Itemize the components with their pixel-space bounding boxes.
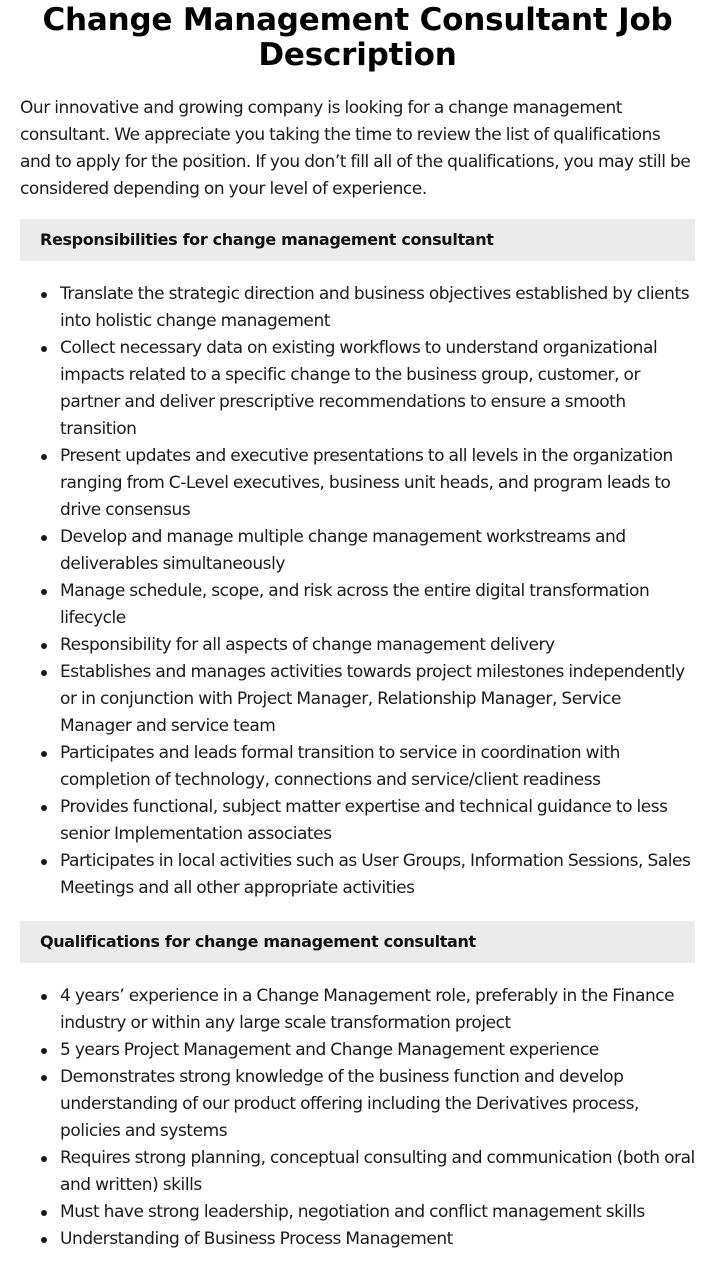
bullet-icon [41, 859, 47, 865]
list-item-text: Demonstrates strong knowledge of the business function and develop understanding of our product offering including the Derivatives process, policies and systems [60, 1067, 640, 1141]
responsibilities-heading: Responsibilities for change management consultant [20, 219, 695, 261]
bullet-icon [41, 535, 47, 541]
list-item-text: Must have strong leadership, negotiation and conflict management skills [60, 1202, 645, 1222]
list-item [60, 1145, 695, 1199]
list-item [60, 740, 695, 794]
list-item-text: Understanding of Business Process Management [60, 1229, 453, 1249]
list-item [60, 578, 695, 632]
bullet-icon [41, 589, 47, 595]
bullet-icon [41, 1156, 47, 1162]
bullet-icon [41, 1237, 47, 1243]
bullet-icon [41, 994, 47, 1000]
list-item-text: Collect necessary data on existing workflows to understand organizational impacts related to a specific change to the business group, customer, or partner and deliver prescriptive recommendations to ensure a smooth transition [60, 338, 658, 439]
list-item-text: Manage schedule, scope, and risk across the entire digital transformation lifecycle [60, 581, 650, 628]
list-item-text: Present updates and executive presentations to all levels in the organization ranging from C-Level executives, business unit heads, and program leads to drive consensus [60, 446, 673, 520]
list-item-text: Provides functional, subject matter expertise and technical guidance to less senior Implementation associates [60, 797, 668, 844]
responsibilities-list [20, 281, 695, 902]
page-title: Change Management Consultant Job Description [42, 2, 673, 73]
list-item [60, 1037, 695, 1064]
list-item [60, 524, 695, 578]
job-description-page [20, 0, 695, 1253]
list-item [60, 443, 695, 524]
list-item [60, 659, 695, 740]
list-item [60, 632, 695, 659]
bullet-icon [41, 346, 47, 352]
list-item [60, 1199, 695, 1226]
list-item [60, 983, 695, 1037]
bullet-icon [41, 805, 47, 811]
list-item [60, 281, 695, 335]
bullet-icon [41, 670, 47, 676]
bullet-icon [41, 751, 47, 757]
list-item [60, 335, 695, 443]
list-item [60, 1064, 695, 1145]
bullet-icon [41, 292, 47, 298]
list-item [60, 1226, 695, 1253]
qualifications-heading: Qualifications for change management consultant [20, 921, 695, 963]
list-item-text: Translate the strategic direction and business objectives established by clients into holistic change management [60, 284, 690, 331]
list-item-text: Establishes and manages activities towards project milestones independently or in conjunction with Project Manager, Relationship Manager, Service Manager and service team [60, 662, 685, 736]
bullet-icon [41, 1075, 47, 1081]
list-item-text: 5 years Project Management and Change Management experience [60, 1040, 599, 1060]
list-item-text: Participates in local activities such as User Groups, Information Sessions, Sales Meetings and all other appropriate activities [60, 851, 691, 898]
list-item-text: Requires strong planning, conceptual consulting and communication (both oral and written) skills [60, 1148, 695, 1195]
qualifications-list [20, 983, 695, 1253]
bullet-icon [41, 454, 47, 460]
bullet-icon [41, 1048, 47, 1054]
list-item [60, 848, 695, 902]
list-item-text: 4 years’ experience in a Change Management role, preferably in the Finance industry or within any large scale transformation project [60, 986, 675, 1033]
list-item-text: Develop and manage multiple change management workstreams and deliverables simultaneously [60, 527, 626, 574]
bullet-icon [41, 643, 47, 649]
intro-paragraph: Our innovative and growing company is looking for a change management consultant. We appreciate you taking the time to review the list of qualifications and to apply for the position. If you don’t fill all of the qualifications, you may still be considered depending on your level of experience. [20, 98, 691, 199]
list-item-text: Responsibility for all aspects of change management delivery [60, 635, 555, 655]
bullet-icon [41, 1210, 47, 1216]
list-item-text: Participates and leads formal transition to service in coordination with completion of technology, connections and service/client readiness [60, 743, 620, 790]
list-item [60, 794, 695, 848]
